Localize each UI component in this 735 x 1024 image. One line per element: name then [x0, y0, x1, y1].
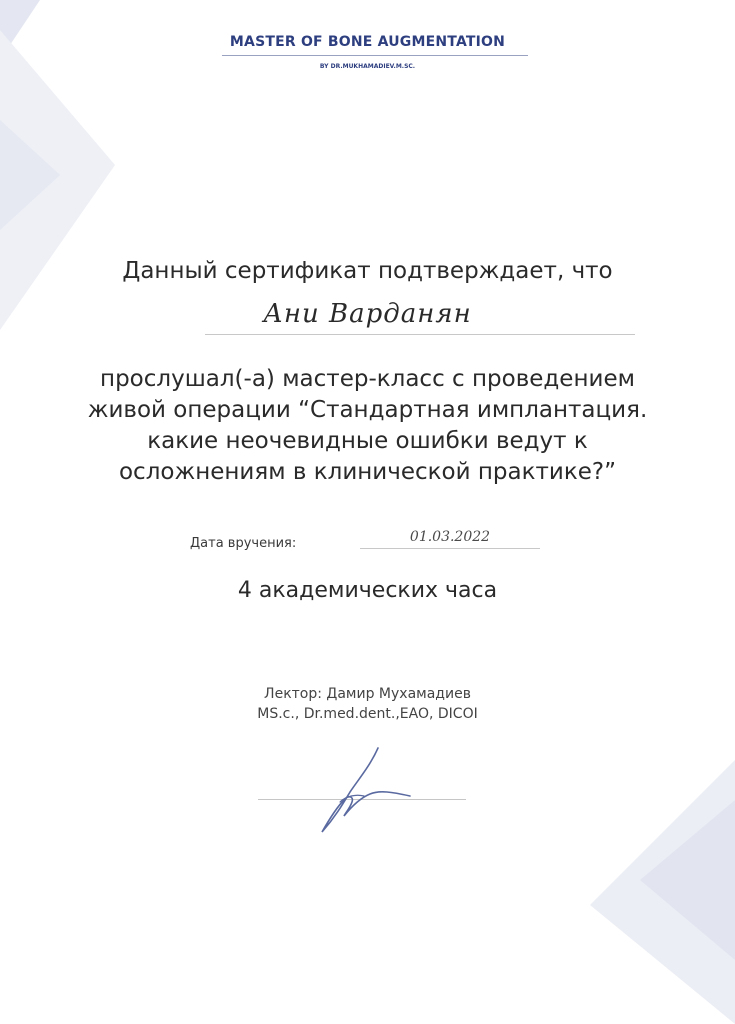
recipient-name: Ани Варданян — [263, 299, 472, 329]
brand-title: MASTER OF BONE AUGMENTATION — [229, 34, 506, 50]
recipient-underline — [205, 334, 635, 335]
course-line: живой операции “Стандартная имплантация. — [87, 397, 648, 423]
date-value: 01.03.2022 — [409, 529, 491, 545]
course-line: осложнениям в клинической практике?” — [118, 459, 616, 485]
date-underline — [360, 548, 540, 549]
brand-divider — [222, 55, 528, 56]
lecturer-name: Лектор: Дамир Мухамадиев — [264, 686, 471, 702]
lecturer-credentials: MS.c., Dr.med.dent.,EAO, DICOI — [257, 706, 478, 722]
lecturer-info — [0, 684, 735, 724]
certificate-intro: Данный сертификат подтверждает, что — [122, 258, 613, 284]
brand-subtitle: BY DR.MUKHAMADIEV.M.SC. — [319, 63, 416, 70]
course-description — [20, 364, 715, 488]
course-line: какие неочевидные ошибки ведут к — [147, 428, 588, 454]
academic-hours: 4 академических часа — [237, 578, 498, 603]
date-label: Дата вручения: — [190, 536, 297, 551]
course-line: прослушал(-а) мастер-класс с проведением — [100, 366, 635, 392]
signature-image — [300, 740, 420, 840]
